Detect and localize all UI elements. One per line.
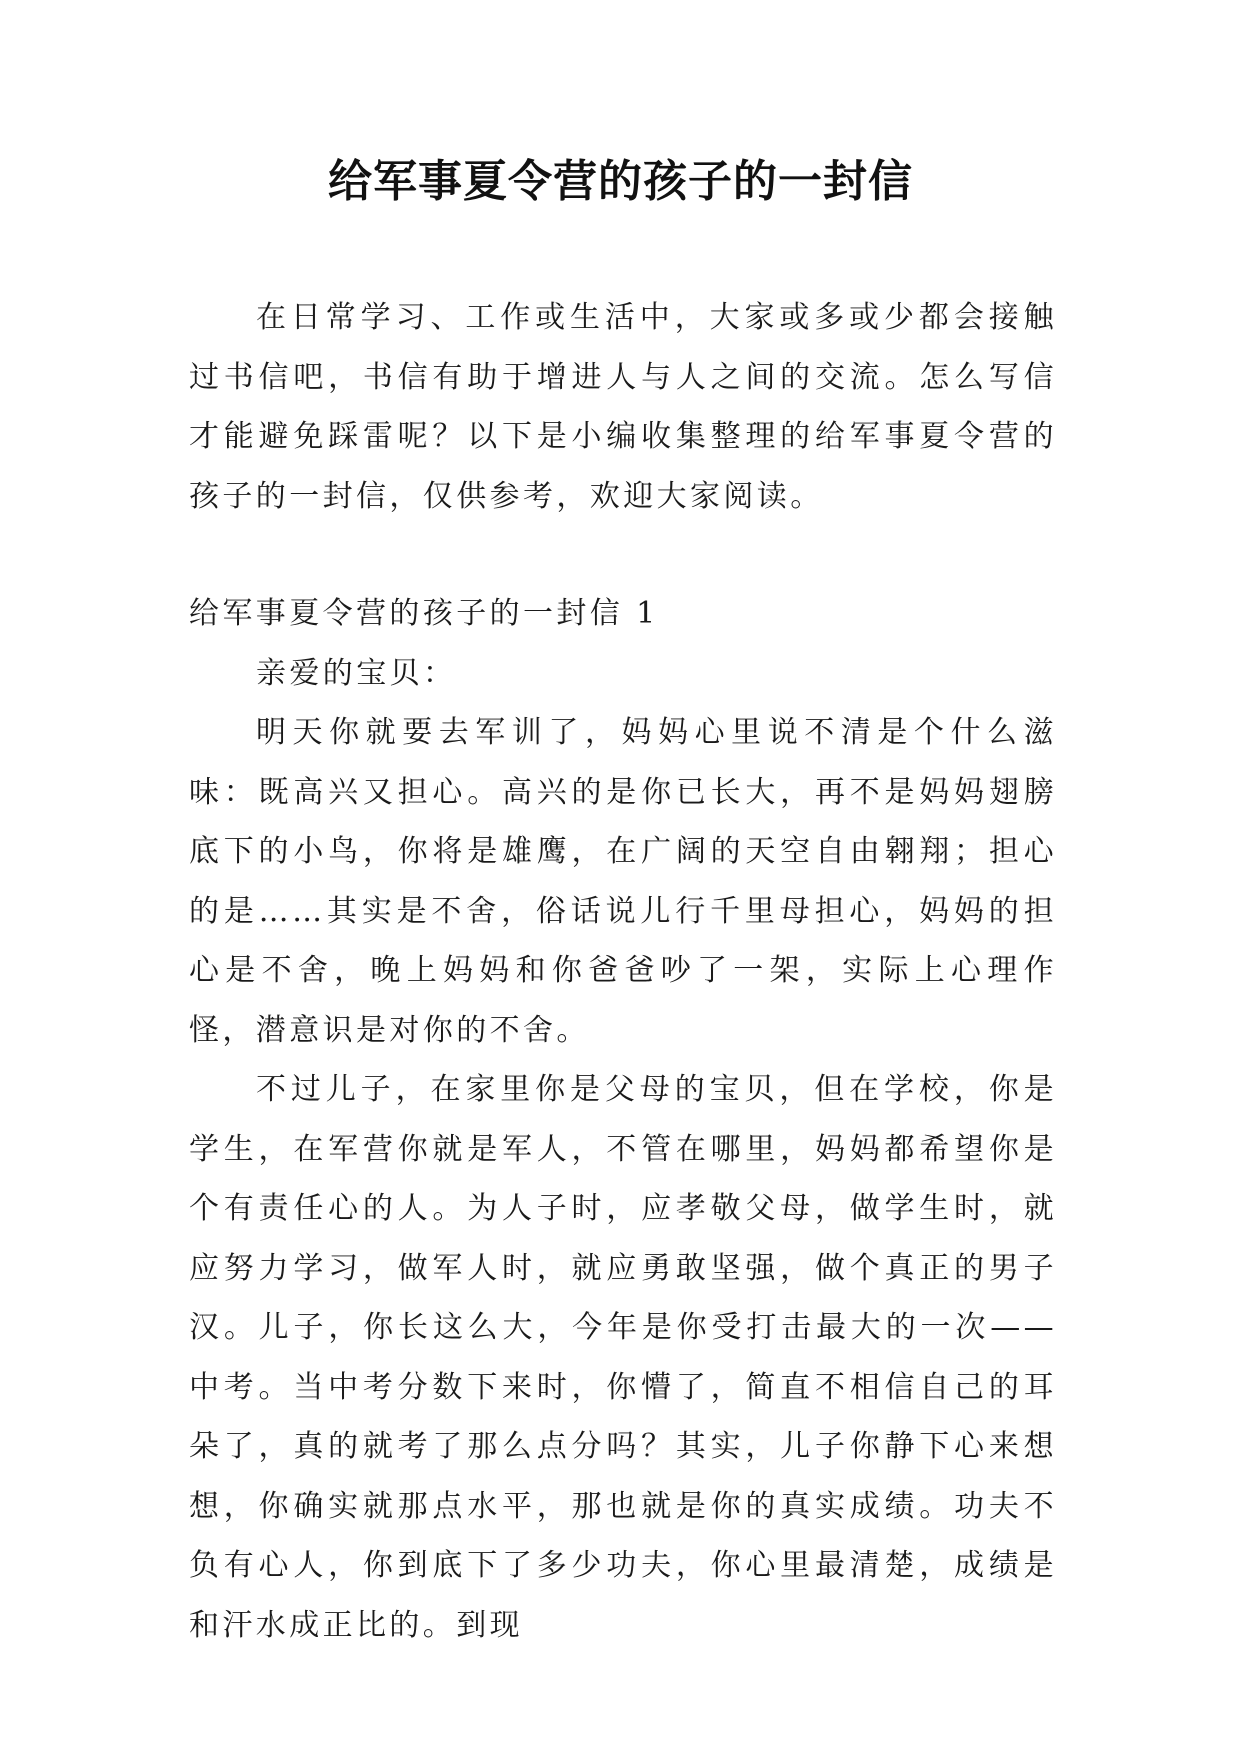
salutation: 亲爱的宝贝：	[256, 655, 457, 691]
document-title: 给军事夏令营的孩子的一封信	[328, 156, 913, 207]
body-paragraph-2: 不过儿子，在家里你是父母的宝贝，但在学校，你是学生，在军营你就是军人，不管在哪里，妈妈都希望你是个有责任心的人。为人子时，应孝敬父母，做学生时，就应努力学习，做军人时，就应勇敢坚强，做个真正的男子汉。儿子，你长这么大，今年是你受打击最大的一次——中考。当中考分数下来时，你懵了，简直不相信自己的耳朵了，真的就考了那么点分吗？其实，儿子你静下心来想想，你确实就那点水平，那也就是你的真实成绩。功夫不负有心人，你到底下了多少功夫，你心里最清楚，成绩是和汗水成正比的。到现	[189, 1072, 1057, 1643]
document-body	[189, 288, 1057, 1655]
section-heading: 给军事夏令营的孩子的一封信 1	[189, 596, 659, 631]
body-paragraph-1: 明天你就要去军训了，妈妈心里说不清是个什么滋味：既高兴又担心。高兴的是你已长大，再不是妈妈翅膀底下的小鸟，你将是雄鹰，在广阔的天空自由翱翔；担心的是……其实是不舍，俗话说儿行千里母担心，妈妈的担心是不舍，晚上妈妈和你爸爸吵了一架，实际上心理作怪，潜意识是对你的不舍。	[189, 715, 1057, 1048]
intro-paragraph: 在日常学习、工作或生活中，大家或多或少都会接触过书信吧，书信有助于增进人与人之间的交流。怎么写信才能避免踩雷呢？以下是小编收集整理的给军事夏令营的孩子的一封信，仅供参考，欢迎大家阅读。	[189, 300, 1057, 514]
